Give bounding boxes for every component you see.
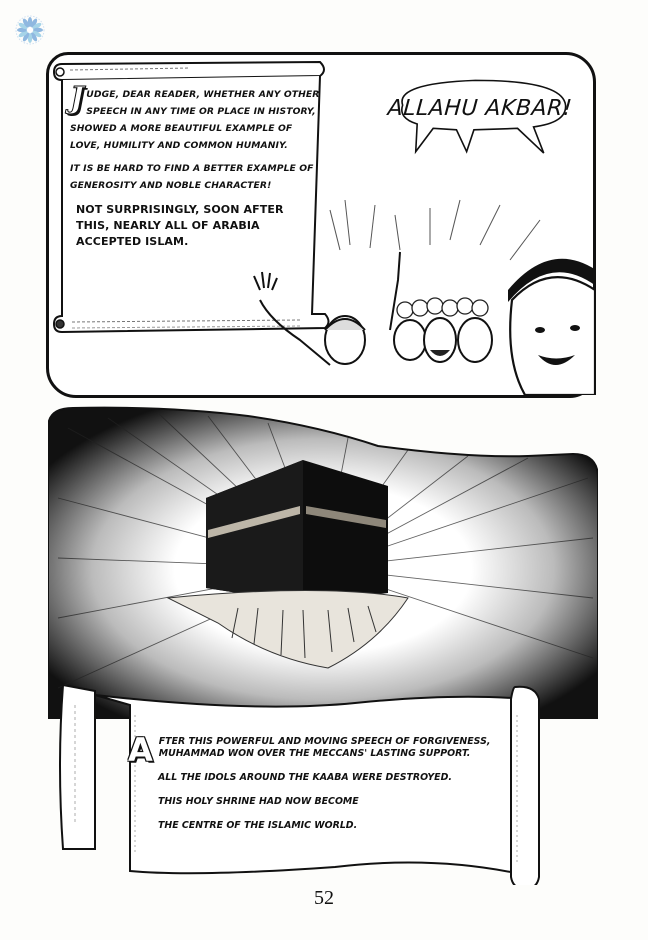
dropcap-a: A [128,731,153,769]
bottom-caption [128,731,528,844]
caption-line-4: THE CENTRE OF THE ISLAMIC WORLD. [158,820,358,831]
caption-paragraph-3: NOT SURPRISINGLY, SOON AFTER THIS, NEARLY ALL OF ARABIA ACCEPTED ISLAM. [76,203,284,248]
caption-line-2: ALL THE IDOLS AROUND THE KAABA WERE DESTROYED. [158,772,452,783]
caption-paragraph-2: IT IS BE HARD TO FIND A BETTER EXAMPLE OF GENEROSITY AND NOBLE CHARACTER! [70,163,314,191]
caption-paragraph-1: UDGE, DEAR READER, WHETHER ANY OTHER SPEECH IN ANY TIME OR PLACE IN HISTORY, SHOWED A MORE BEAUTIFUL EXAMPLE OF LOVE, HUMILITY AND COMMON HUMANIY. [70,89,320,151]
caption-line-1: FTER THIS POWERFUL AND MOVING SPEECH OF FORGIVENESS, MUHAMMAD WON OVER THE MECCANS' LASTING SUPPORT. [158,736,491,759]
cheering-crowd-illustration [250,190,596,395]
caption-line-3: THIS HOLY SHRINE HAD NOW BECOME [158,796,359,807]
speech-bubble-text: ALLAHU AKBAR! [386,96,574,121]
kaaba-with-pilgrims-illustration [48,398,598,728]
dropcap-j: J [70,81,85,116]
page-number: 52 [314,887,334,909]
flower-logo-icon[interactable] [14,14,46,46]
